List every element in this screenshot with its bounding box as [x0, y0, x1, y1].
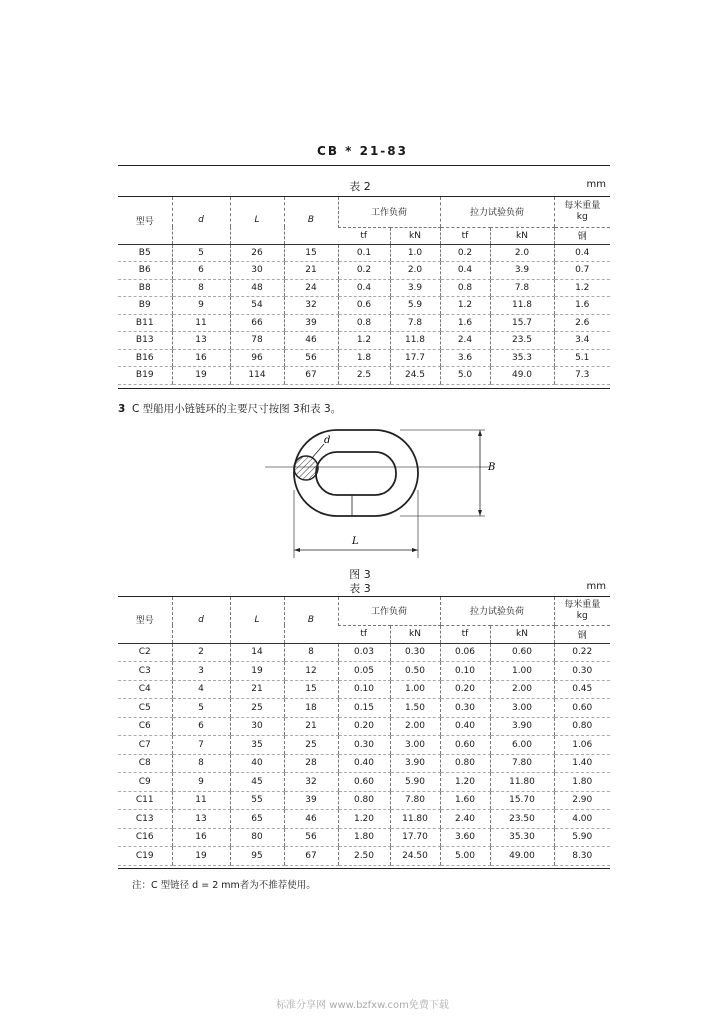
table-cell: 24.50	[390, 847, 440, 866]
table3-header-d: d	[172, 597, 230, 643]
table-cell: 1.60	[440, 791, 490, 810]
table-cell: 39	[284, 314, 338, 332]
table-cell: 1.80	[338, 828, 390, 847]
table2-weight-unit: kg	[576, 211, 588, 222]
table-cell: C8	[118, 754, 172, 773]
table-row	[118, 791, 610, 810]
table-cell: 0.40	[338, 754, 390, 773]
table-cell: 0.60	[440, 736, 490, 755]
table3-header-tf2: tf	[440, 625, 490, 643]
table-row	[118, 643, 610, 662]
table-cell: B6	[118, 262, 172, 280]
table3-header-steel: 钢	[554, 625, 610, 643]
table-cell: 5.90	[554, 828, 610, 847]
table-cell: 32	[284, 773, 338, 792]
table-cell: C4	[118, 680, 172, 699]
table-cell: 0.8	[338, 314, 390, 332]
table-cell: 35.3	[490, 349, 554, 367]
table-cell: 2.6	[554, 314, 610, 332]
table-cell: 4.00	[554, 810, 610, 829]
table-cell: 0.30	[390, 643, 440, 662]
table-cell: 8.30	[554, 847, 610, 866]
section3-text: C 型船用小链链环的主要尺寸按图 3和表 3。	[132, 403, 342, 415]
table-cell: 16	[172, 349, 230, 367]
table-cell: 0.15	[338, 699, 390, 718]
table2-body	[118, 244, 610, 384]
table-cell: 0.4	[554, 244, 610, 262]
table-cell: 23.5	[490, 332, 554, 350]
table-row	[118, 367, 610, 385]
table-cell: 56	[284, 349, 338, 367]
table-cell: 23.50	[490, 810, 554, 829]
table-cell: 35	[230, 736, 284, 755]
table-cell: 0.20	[440, 680, 490, 699]
table-cell: 16	[172, 828, 230, 847]
table-cell: 21	[230, 680, 284, 699]
table-cell: B11	[118, 314, 172, 332]
table-cell: 3.00	[390, 736, 440, 755]
table-cell: 9	[172, 773, 230, 792]
table-cell: 28	[284, 754, 338, 773]
table-cell: 3.4	[554, 332, 610, 350]
table-cell: 1.6	[440, 314, 490, 332]
table-cell: B8	[118, 279, 172, 297]
table-cell: 0.4	[338, 279, 390, 297]
table-cell: 40	[230, 754, 284, 773]
table-cell: 26	[230, 244, 284, 262]
table3-weight-label: 每米重量	[564, 599, 601, 610]
table-cell: C13	[118, 810, 172, 829]
table-cell: 0.03	[338, 643, 390, 662]
table-row	[118, 680, 610, 699]
table-cell: 7.3	[554, 367, 610, 385]
table-cell: 0.22	[554, 643, 610, 662]
table-cell: 1.50	[390, 699, 440, 718]
table2-header-kN2: kN	[490, 227, 554, 244]
table-cell: 30	[230, 717, 284, 736]
table-cell: 11.80	[490, 773, 554, 792]
table-cell: 0.05	[338, 662, 390, 681]
table2-header-type: 型号	[118, 197, 172, 244]
table-cell: 25	[284, 736, 338, 755]
table-cell: 1.2	[338, 332, 390, 350]
table-row	[118, 717, 610, 736]
wire-cross-section	[294, 456, 318, 480]
table-cell: 0.80	[554, 717, 610, 736]
table-cell: 3.9	[490, 262, 554, 280]
table-row	[118, 754, 610, 773]
table-cell: 3.00	[490, 699, 554, 718]
table2-unit: mm	[586, 179, 606, 190]
table2-header-test-load: 拉力试验负荷	[440, 197, 554, 227]
table-row	[118, 314, 610, 332]
table-cell: C9	[118, 773, 172, 792]
table-cell: B19	[118, 367, 172, 385]
table-cell: 56	[284, 828, 338, 847]
table3-header-kN: kN	[390, 625, 440, 643]
l-arrow-left	[294, 548, 300, 552]
table-cell: 15	[284, 244, 338, 262]
table-cell: 17.7	[390, 349, 440, 367]
table-cell: 13	[172, 810, 230, 829]
table-cell: 2.40	[440, 810, 490, 829]
table-cell: 15.70	[490, 791, 554, 810]
table-cell: 2.0	[390, 262, 440, 280]
table-cell: 3.90	[390, 754, 440, 773]
table-cell: B9	[118, 297, 172, 315]
table3-header-type: 型号	[118, 597, 172, 643]
table-cell: 1.6	[554, 297, 610, 315]
table-cell: 11	[172, 791, 230, 810]
table-row	[118, 349, 610, 367]
table3-bottom-rule	[118, 868, 610, 869]
table-cell: 46	[284, 332, 338, 350]
l-arrow-right	[412, 548, 418, 552]
table-cell: B13	[118, 332, 172, 350]
table-cell: 11	[172, 314, 230, 332]
table-cell: 1.8	[338, 349, 390, 367]
table-cell: 49.0	[490, 367, 554, 385]
table-cell: B5	[118, 244, 172, 262]
table-cell: 7.80	[490, 754, 554, 773]
table-cell: 21	[284, 717, 338, 736]
table-row	[118, 810, 610, 829]
table-cell: 1.20	[338, 810, 390, 829]
table-cell: 3.9	[390, 279, 440, 297]
table-cell: 1.00	[490, 662, 554, 681]
table-cell: 19	[172, 367, 230, 385]
table-row	[118, 847, 610, 866]
table-cell: 7.8	[390, 314, 440, 332]
figure3-label-L: L	[352, 536, 359, 547]
table2-header-steel: 钢	[554, 227, 610, 244]
table-cell: 3.6	[440, 349, 490, 367]
table-cell: 3	[172, 662, 230, 681]
table-cell: 1.2	[554, 279, 610, 297]
table-cell: 67	[284, 367, 338, 385]
table-cell: 0.50	[390, 662, 440, 681]
table3-note: 注：C 型链径 d = 2 mm者为不推荐使用。	[132, 880, 316, 891]
table-cell: 8	[172, 279, 230, 297]
table3-header-weight	[554, 597, 610, 625]
table-cell: 0.60	[554, 699, 610, 718]
table2-header-tf2: tf	[440, 227, 490, 244]
table-cell: 0.80	[338, 791, 390, 810]
table-cell: 18	[284, 699, 338, 718]
table-cell: 5.0	[440, 367, 490, 385]
table-cell: 0.30	[440, 699, 490, 718]
table-cell: 35.30	[490, 828, 554, 847]
table-cell: 8	[284, 643, 338, 662]
table-cell: C7	[118, 736, 172, 755]
table3-weight-unit: kg	[576, 610, 588, 621]
table-cell: 9	[172, 297, 230, 315]
table-cell: 0.4	[440, 262, 490, 280]
table-cell: 32	[284, 297, 338, 315]
table-cell: C5	[118, 699, 172, 718]
table-cell: 3.90	[490, 717, 554, 736]
table3-header-kN2: kN	[490, 625, 554, 643]
table-row	[118, 262, 610, 280]
table-cell: 24.5	[390, 367, 440, 385]
table-row	[118, 662, 610, 681]
table-cell: 19	[172, 847, 230, 866]
table-cell: 24	[284, 279, 338, 297]
table-cell: C6	[118, 717, 172, 736]
table-cell: 45	[230, 773, 284, 792]
table-cell: 2.00	[490, 680, 554, 699]
table-cell: 95	[230, 847, 284, 866]
table-cell: 0.20	[338, 717, 390, 736]
table-cell: C16	[118, 828, 172, 847]
table-cell: 0.06	[440, 643, 490, 662]
table-cell: C19	[118, 847, 172, 866]
table-row	[118, 244, 610, 262]
table-cell: 5.9	[390, 297, 440, 315]
table-cell: 2.4	[440, 332, 490, 350]
table-cell: 12	[284, 662, 338, 681]
table-cell: 1.06	[554, 736, 610, 755]
table-cell: 0.8	[440, 279, 490, 297]
table-cell: 8	[172, 754, 230, 773]
table-row	[118, 297, 610, 315]
table-cell: 1.20	[440, 773, 490, 792]
table2-header-L: L	[230, 197, 284, 244]
table-cell: 6	[172, 262, 230, 280]
table-cell: 1.0	[390, 244, 440, 262]
table-cell: 2.50	[338, 847, 390, 866]
table-cell: 0.6	[338, 297, 390, 315]
table2-header-weight	[554, 197, 610, 227]
table-cell: 0.80	[440, 754, 490, 773]
table3	[118, 597, 610, 866]
table-cell: 48	[230, 279, 284, 297]
table-cell: 7	[172, 736, 230, 755]
table2-header-kN: kN	[390, 227, 440, 244]
table-cell: 39	[284, 791, 338, 810]
b-arrow-bottom	[478, 510, 482, 516]
table-cell: 2.00	[390, 717, 440, 736]
table2-caption: 表 2	[349, 180, 371, 193]
table-cell: 15	[284, 680, 338, 699]
table-cell: 49.00	[490, 847, 554, 866]
table-cell: 5.90	[390, 773, 440, 792]
table3-header-L: L	[230, 597, 284, 643]
table-cell: 0.30	[338, 736, 390, 755]
table3-header-tf: tf	[338, 625, 390, 643]
b-arrow-top	[478, 430, 482, 436]
document-code: CB * 21-83	[317, 144, 408, 158]
table-cell: 5	[172, 699, 230, 718]
table-cell: 3.60	[440, 828, 490, 847]
table-cell: 7.8	[490, 279, 554, 297]
table-cell: 1.2	[440, 297, 490, 315]
table-row	[118, 332, 610, 350]
figure3-label-B: B	[488, 462, 496, 473]
table-cell: 46	[284, 810, 338, 829]
table2-header-working-load: 工作负荷	[338, 197, 440, 227]
table-cell: 0.10	[338, 680, 390, 699]
table3-unit: mm	[586, 581, 606, 592]
table-cell: 11.80	[390, 810, 440, 829]
table-cell: 96	[230, 349, 284, 367]
table-cell: 114	[230, 367, 284, 385]
table-cell: 11.8	[390, 332, 440, 350]
table-cell: 2.5	[338, 367, 390, 385]
table-cell: 2.90	[554, 791, 610, 810]
table-cell: 65	[230, 810, 284, 829]
table-cell: 0.7	[554, 262, 610, 280]
table-cell: 5.1	[554, 349, 610, 367]
table-cell: 0.1	[338, 244, 390, 262]
figure3-chain-link-drawing	[260, 420, 500, 565]
table-cell: 25	[230, 699, 284, 718]
table2-weight-label: 每米重量	[564, 200, 601, 211]
table-cell: 14	[230, 643, 284, 662]
table-cell: 2.0	[490, 244, 554, 262]
table-cell: 0.60	[338, 773, 390, 792]
table-cell: 15.7	[490, 314, 554, 332]
table-cell: 6.00	[490, 736, 554, 755]
table-row	[118, 699, 610, 718]
table-cell: 1.80	[554, 773, 610, 792]
table-row	[118, 736, 610, 755]
table3-header-test-load: 拉力试验负荷	[440, 597, 554, 625]
table-cell: 55	[230, 791, 284, 810]
table-cell: C2	[118, 643, 172, 662]
table-cell: B16	[118, 349, 172, 367]
table-cell: 4	[172, 680, 230, 699]
table-cell: 21	[284, 262, 338, 280]
table3-body	[118, 643, 610, 865]
table-cell: 54	[230, 297, 284, 315]
table-cell: 7.80	[390, 791, 440, 810]
table-cell: 19	[230, 662, 284, 681]
table-cell: 0.10	[440, 662, 490, 681]
table-cell: 67	[284, 847, 338, 866]
table-cell: 11.8	[490, 297, 554, 315]
table-cell: 1.40	[554, 754, 610, 773]
table-cell: 2	[172, 643, 230, 662]
figure3-label-d: d	[324, 435, 331, 446]
table2	[118, 197, 610, 385]
table-cell: 6	[172, 717, 230, 736]
table-cell: 66	[230, 314, 284, 332]
table-row	[118, 773, 610, 792]
table-cell: 13	[172, 332, 230, 350]
table-cell: 0.45	[554, 680, 610, 699]
table-cell: 0.2	[440, 244, 490, 262]
table-cell: 0.60	[490, 643, 554, 662]
table2-bottom-rule	[118, 388, 610, 389]
table3-header-B: B	[284, 597, 338, 643]
table-cell: 30	[230, 262, 284, 280]
section3-number: 3	[118, 403, 126, 415]
link-inner-outline	[316, 452, 396, 495]
table-row	[118, 828, 610, 847]
section3-line	[118, 401, 618, 416]
d-leader-line	[312, 444, 324, 458]
table-cell: 0.2	[338, 262, 390, 280]
table2-header-B: B	[284, 197, 338, 244]
table-cell: 0.40	[440, 717, 490, 736]
table-cell: 1.00	[390, 680, 440, 699]
table-cell: C3	[118, 662, 172, 681]
table-cell: 78	[230, 332, 284, 350]
table2-header-tf: tf	[338, 227, 390, 244]
table-cell: 0.30	[554, 662, 610, 681]
table-row	[118, 279, 610, 297]
table3-caption: 表 3	[349, 582, 371, 595]
table-cell: 80	[230, 828, 284, 847]
table2-header-d: d	[172, 197, 230, 244]
table-cell: 5.00	[440, 847, 490, 866]
table3-header-working-load: 工作负荷	[338, 597, 440, 625]
header-rule	[118, 165, 610, 166]
table-cell: 5	[172, 244, 230, 262]
figure3-caption: 图 3	[349, 568, 371, 581]
site-watermark: 标准分享网 www.bzfxw.com免费下载	[276, 1000, 449, 1011]
table-cell: C11	[118, 791, 172, 810]
table-cell: 17.70	[390, 828, 440, 847]
